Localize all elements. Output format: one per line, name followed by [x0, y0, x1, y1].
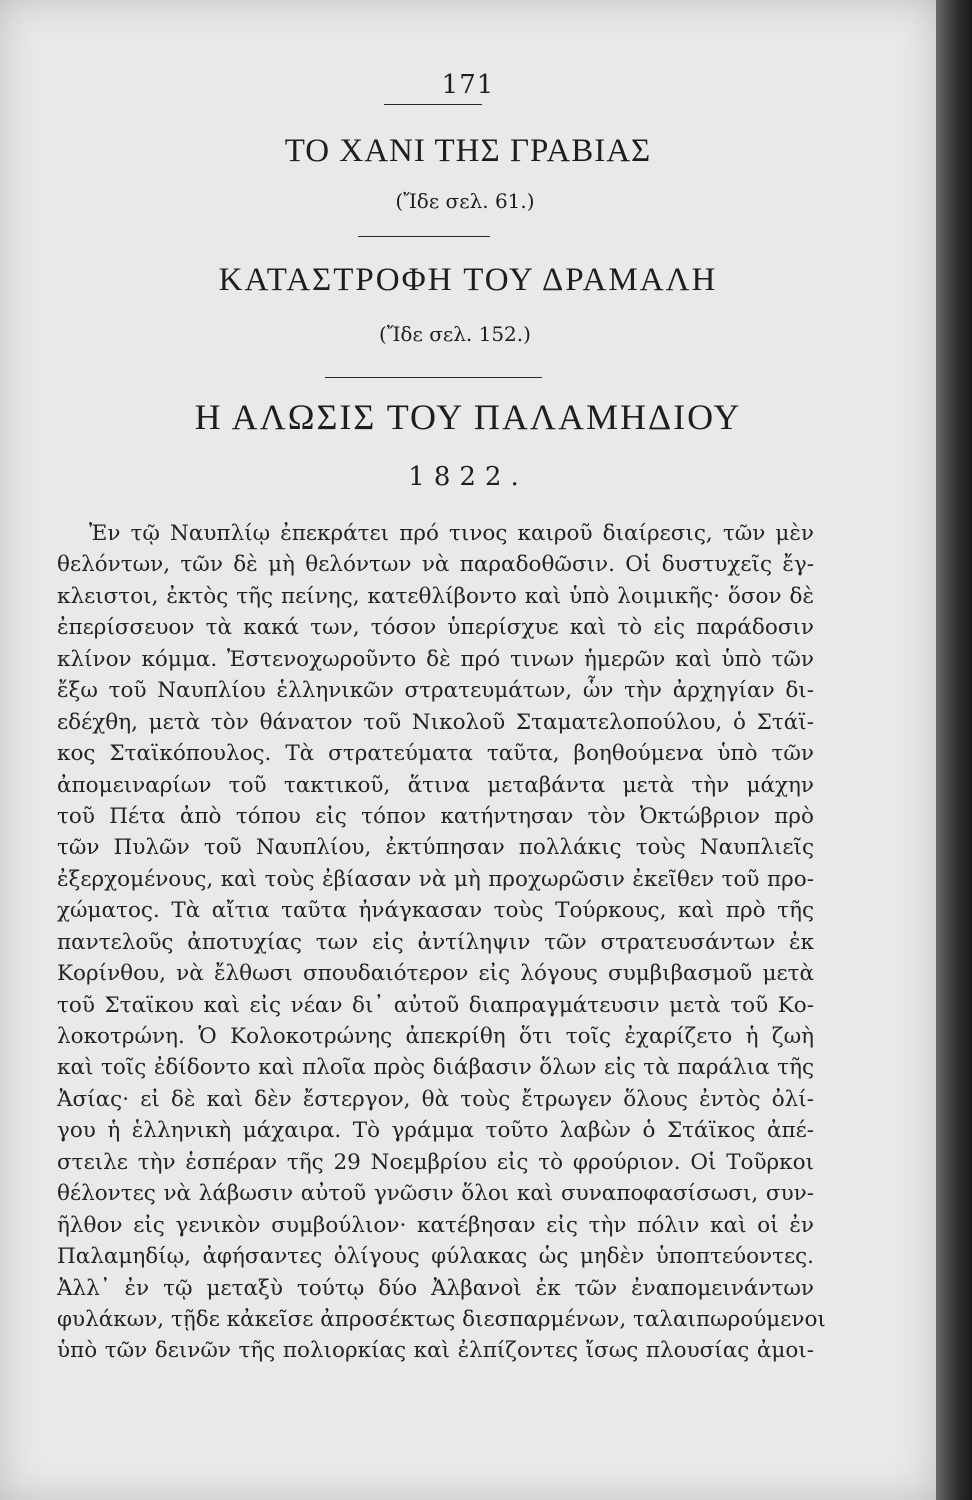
body-line: Ἀσίας· εἰ δὲ καὶ δὲν ἔστεργον, θὰ τοὺς ἔτρωγεν ὅλους ἐντὸς ὀλί-: [57, 1086, 814, 1112]
body-line: λοκοτρώνη. Ὁ Κολοκοτρώνης ἀπεκρίθη ὅτι τοῖς ἐχαρίζετο ἡ ζωὴ: [57, 1024, 814, 1049]
body-line: καὶ τοῖς ἐδίδοντο καὶ πλοῖα πρὸς διάβασιν ὅλων εἰς τὰ παράλια τῆς: [57, 1055, 814, 1081]
body-line: ἐξερχομένους, καὶ τοὺς ἐβίασαν νὰ μὴ προχωρῶσιν ἐκεῖθεν τοῦ προ-: [57, 866, 814, 892]
body-line: ἀπομειναρίων τοῦ τακτικοῦ, ἅτινα μεταβάντα μετὰ τὴν μάχην: [57, 772, 814, 798]
page-reference-1: (Ἴδε σελ. 61.): [395, 189, 535, 213]
section-title-dramali: ΚΑΤΑΣΤΡΟΦΗ ΤΟΥ ΔΡΑΜΑΛΗ: [218, 262, 718, 298]
body-line: εδέχθη, μετὰ τὸν θάνατον τοῦ Νικολοῦ Σταματελοπούλου, ὁ Στάϊ-: [57, 709, 814, 735]
body-line: Ἀλλ᾽ ἐν τῷ μεταξὺ τούτῳ δύο Ἀλβανοὶ ἐκ τῶν ἐναπομεινάντων: [57, 1275, 814, 1301]
body-line: ῆλθον εἰς γενικὸν συμβούλιον· κατέβησαν εἰς τὴν πόλιν καὶ οἱ ἐν: [57, 1212, 814, 1238]
body-line: Ἐν τῷ Ναυπλίῳ ἐπεκράτει πρό τινος καιροῦ διαίρεσις, τῶν μὲν: [89, 521, 814, 546]
body-line: φυλάκων, τῇδε κἀκεῖσε ἀπροσέκτως διεσπαρμένων, ταλαιπωρούμενοι: [57, 1306, 826, 1332]
divider-rule-2: [325, 377, 542, 378]
page-number-rule: [384, 104, 482, 105]
section-year: 1822.: [408, 462, 528, 492]
body-line: γου ἡ ἑλληνικὴ μάχαιρα. Τὸ γράμμα τοῦτο λαβὼν ὁ Στάϊκος ἀπέ-: [57, 1118, 814, 1144]
body-line: κλίνον κόμμα. Ἐστενοχωροῦντο δὲ πρό τινων ἡμερῶν καὶ ὑπὸ τῶν: [57, 646, 814, 672]
body-line: θελόντων, τῶν δὲ μὴ θελόντων νὰ παραδοθῶσιν. Οἱ δυστυχεῖς ἔγ-: [57, 552, 814, 578]
body-line: χώματος. Τὰ αἴτια ταῦτα ἠνάγκασαν τοὺς Τούρκους, καὶ πρὸ τῆς: [57, 898, 814, 924]
section-title-palamidi: Η ΑΛΩΣΙΣ ΤΟΥ ΠΑΛΑΜΗΔΙΟΥ: [194, 397, 742, 437]
body-line: τοῦ Πέτα ἀπὸ τόπου εἰς τόπον κατήντησαν τὸν Ὀκτώβριον πρὸ: [57, 803, 814, 829]
body-line: τοῦ Σταϊκου καὶ εἰς νέαν δι᾽ αὐτοῦ διαπραγμάτευσιν μετὰ τοῦ Κο-: [57, 992, 814, 1018]
body-line: ὑπὸ τῶν δεινῶν τῆς πολιορκίας καὶ ἐλπίζοντες ἴσως πλουσίας ἀμοι-: [57, 1338, 814, 1364]
divider-rule-1: [358, 236, 490, 237]
body-line: Κορίνθου, νὰ ἔλθωσι σπουδαιότερον εἰς λόγους συμβιβασμοῦ μετὰ: [57, 961, 814, 987]
body-line: θέλοντες νὰ λάβωσιν αὐτοῦ γνῶσιν ὅλοι καὶ συναποφασίσωσι, συν-: [57, 1181, 814, 1207]
body-line: κλειστοι, ἐκτὸς τῆς πείνης, κατεθλίβοντο καὶ ὑπὸ λοιμικῆς· ὅσον δὲ: [57, 583, 814, 609]
body-paragraph: [57, 518, 826, 1367]
scan-edge-shadow: [936, 0, 972, 1500]
section-title-grabia: ΤΟ ΧΑΝΙ ΤΗΣ ΓΡΑΒΙΑΣ: [284, 133, 652, 169]
body-line: ἐπερίσσευον τὰ κακά των, τόσον ὑπερίσχυε καὶ τὸ εἰς παράδοσιν: [57, 615, 814, 641]
page-number: 171: [441, 70, 495, 100]
page-reference-2: (Ἴδε σελ. 152.): [379, 322, 531, 346]
body-line: κος Σταϊκόπουλος. Τὰ στρατεύματα ταῦτα, βοηθούμενα ὑπὸ τῶν: [57, 741, 814, 767]
body-line: τῶν Πυλῶν τοῦ Ναυπλίου, ἐκτύπησαν πολλάκις τοὺς Ναυπλιεῖς: [57, 835, 814, 861]
body-line: παντελοῦς ἀποτυχίας των εἰς ἀντίληψιν τῶν στρατευσάντων ἐκ: [57, 929, 814, 955]
body-line: ἔξω τοῦ Ναυπλίου ἑλληνικῶν στρατευμάτων, ὧν τὴν ἀρχηγίαν δι-: [57, 678, 814, 704]
body-line: στειλε τὴν ἑσπέραν τῆς 29 Νοεμβρίου εἰς τὸ φρούριον. Οἱ Τοῦρκοι: [57, 1149, 814, 1175]
body-line: Παλαμηδίῳ, ἀφήσαντες ὀλίγους φύλακας ὡς μηδὲν ὑποπτεύοντες.: [57, 1244, 814, 1270]
